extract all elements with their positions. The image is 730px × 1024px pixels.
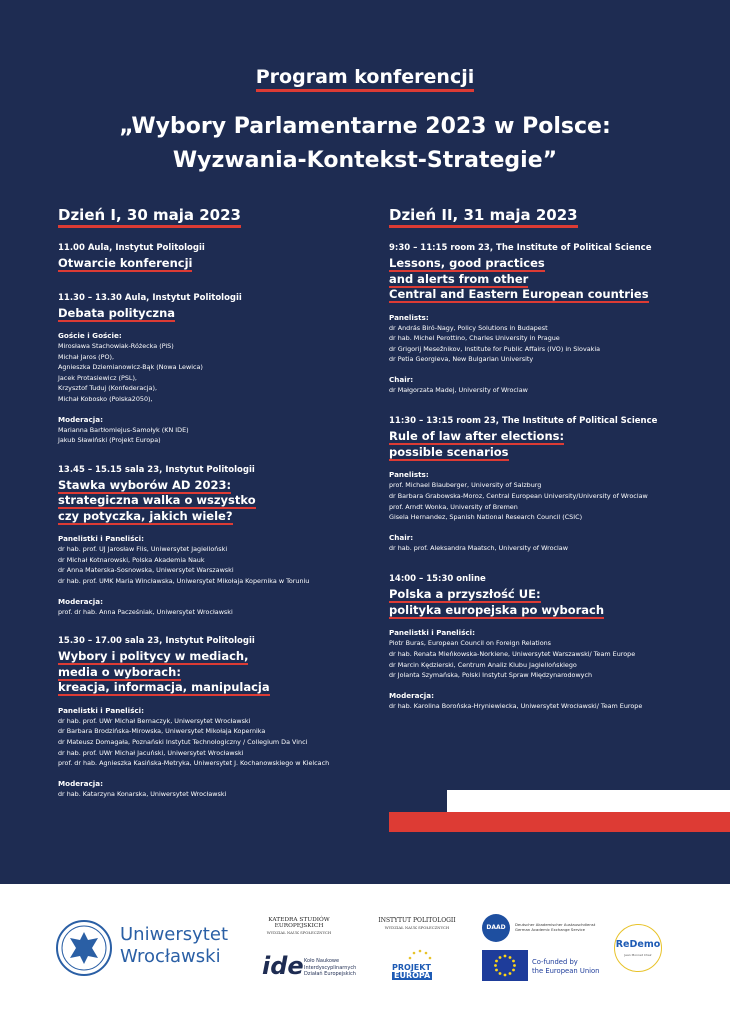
list-item: dr Grigorij Mesežnikov, Institute for Public Affairs (IVO) in Slovakia	[389, 344, 601, 353]
list-item: dr Barbara Brodzińska-Mirowska, Uniwersytet Mikołaja Kopernika	[58, 727, 266, 736]
partners-footer	[0, 884, 730, 1024]
list-item: Marianna Bartłomiejus-Samołyk (KN IDE)	[58, 425, 189, 434]
day2-title: Dzień II, 31 maja 2023	[389, 205, 578, 228]
redemo-logo: ReDemo Jean Monnet Chair	[614, 924, 662, 972]
list-item: Krzysztof Tuduj (Konfederacja),	[58, 384, 157, 393]
conference-title-line1: „Wybory Parlamentarne 2023 w Polsce:	[119, 114, 611, 139]
list-item: Michał Kobosko (Polska2050),	[58, 394, 153, 403]
chair-label: Chair:	[389, 532, 414, 542]
list-item: Agnieszka Dziemianowicz-Bąk (Nowa Lewica)	[58, 363, 203, 372]
university-logo	[54, 918, 244, 978]
list-item: dr hab. prof. UMK Maria Wincławska, Uniwersytet Mikołaja Kopernika w Toruniu	[58, 577, 310, 586]
day1-session1	[58, 242, 378, 272]
panelists-list	[389, 480, 719, 522]
list-item: dr András Biró-Nagy, Policy Solutions in Budapest	[389, 323, 548, 332]
list-item: dr Marcin Kędzierski, Centrum Analiz Klubu Jagiellońskiego	[389, 660, 577, 669]
day2-session3	[389, 573, 719, 711]
list-item: prof. Michael Blauberger, University of Salzburg	[389, 481, 542, 490]
stars-icon	[390, 948, 450, 964]
day2-session1	[389, 242, 719, 395]
session-title: Lessons, good practices and alerts from other Central and Eastern European countries	[389, 256, 649, 301]
list-item: dr hab. prof. UWr Michał Bernaczyk, Uniwersytet Wrocławski	[58, 716, 251, 725]
session-title: Otwarcie konferencji	[58, 256, 193, 270]
list-item: prof. dr hab. Anna Pacześniak, Uniwersytet Wrocławski	[58, 607, 233, 616]
flag-red-stripe	[389, 812, 730, 832]
list-item: dr Mateusz Domagała, Poznański Instytut Technologiczny / Collegium Da Vinci	[58, 737, 308, 746]
session-title: Debata polityczna	[58, 305, 176, 320]
panelists-label: Panelistki i Paneliści:	[389, 628, 475, 638]
panelists-list	[389, 323, 719, 365]
moderation-list	[58, 607, 378, 618]
list-item: Michał Jaros (PO),	[58, 352, 115, 361]
session-time: 11:30 – 13:15 room 23, The Institute of Political Science	[389, 416, 658, 427]
moderation-list	[58, 425, 378, 446]
eagle-emblem-icon	[54, 918, 114, 978]
session-time: 15.30 – 17.00 sala 23, Instytut Politologii	[58, 636, 255, 647]
list-item: dr hab. prof. UJ Jarosław Flis, Uniwersytet Jagielloński	[58, 545, 228, 554]
panelists-label: Panelists:	[389, 470, 429, 480]
university-name: Uniwersytet Wrocławski	[120, 924, 228, 967]
session-time: 9:30 – 11:15 room 23, The Institute of Political Science	[389, 243, 652, 253]
session-title: Rule of law after elections: possible scenarios	[389, 429, 565, 459]
guests-list	[58, 341, 378, 405]
chair-list	[389, 385, 719, 396]
moderation-label: Moderacja:	[58, 596, 103, 606]
list-item: dr Anna Materska-Sosnowska, Uniwersytet Warszawski	[58, 566, 234, 575]
conference-title	[0, 110, 730, 178]
list-item: dr hab. Karolina Borońska-Hryniewiecka, Uniwersytet Wrocławski/ Team Europe	[389, 701, 643, 710]
panelists-list	[58, 716, 378, 769]
guests-label: Goście i Goście:	[58, 331, 122, 340]
panelists-label: Panelists:	[389, 312, 429, 322]
day1-session2	[58, 292, 378, 446]
day1-title: Dzień I, 30 maja 2023	[58, 205, 241, 228]
list-item: dr hab. prof. UWr Michał Jacuński, Uniwersytet Wrocławski	[58, 748, 244, 757]
projekt-europa-logo: PROJEKT EUROPA	[390, 948, 450, 982]
list-item: dr hab. Renata Mieńkowska-Norkiene, Uniwersytet Warszawski/ Team Europe	[389, 650, 636, 659]
session-title: Polska a przyszłość UE: polityka europejska po wyborach	[389, 587, 605, 617]
moderation-label: Moderacja:	[58, 414, 103, 424]
day1-column	[58, 205, 378, 799]
panelists-list	[389, 638, 719, 680]
session-time: 11.30 – 13.30 Aula, Instytut Politologii	[58, 292, 242, 303]
list-item: dr Małgorzata Madej, University of Wroclaw	[389, 385, 528, 394]
daad-logo: DAAD Deutscher Akademischer Austauschdienst German Academic Exchange Service	[482, 914, 612, 944]
day1-session4	[58, 635, 378, 799]
program-heading-text: Program konferencji	[256, 66, 474, 92]
list-item: prof. dr hab. Agnieszka Kasińska-Metryka, Uniwersytet J. Kochanowskiego w Kielcach	[58, 759, 330, 768]
program-heading	[0, 66, 730, 88]
chair-label: Chair:	[389, 374, 414, 384]
session-time: 13.45 – 15.15 sala 23, Instytut Politologii	[58, 464, 255, 475]
eu-flag-icon	[482, 950, 528, 981]
list-item: Jacek Protasiewicz (PSL),	[58, 373, 137, 382]
list-item: Gisela Hernandez, Spanish National Research Council (CSIC)	[389, 513, 583, 522]
list-item: dr Barbara Grabowska-Moroz, Central European University/University of Wroclaw	[389, 492, 648, 501]
list-item: dr Michał Kotnarowski, Polska Akademia Nauk	[58, 555, 205, 564]
session-time: 11.00 Aula, Instytut Politologii	[58, 243, 205, 253]
day2-column	[389, 205, 719, 711]
flag-white-stripe	[447, 790, 730, 812]
kse-logo: KATEDRA STUDIÓW EUROPEJSKICH WYDZIAŁ NAUK SPOŁECZNYCH	[266, 917, 332, 935]
panelists-label: Panelistki i Paneliści:	[58, 705, 144, 715]
moderation-label: Moderacja:	[389, 690, 434, 700]
list-item: dr hab. prof. Aleksandra Maatsch, University of Wroclaw	[389, 543, 568, 552]
ide-logo: ide Koło Naukowe Interdyscyplinarnych Działań Europejskich	[262, 952, 357, 980]
moderation-list	[389, 701, 719, 712]
day2-session2	[389, 415, 719, 553]
list-item: dr hab. Katarzyna Konarska, Uniwersytet Wrocławski	[58, 789, 227, 798]
chair-list	[389, 543, 719, 554]
list-item: Mirosława Stachowiak-Różecka (PiS)	[58, 342, 174, 350]
moderation-label: Moderacja:	[58, 778, 103, 788]
eu-cofunded-logo: Co-funded by the European Union	[482, 950, 602, 982]
list-item: Piotr Buras, European Council on Foreign Relations	[389, 639, 552, 648]
session-title: Stawka wyborów AD 2023: strategiczna walka o wszystko czy potyczka, jakich wiele?	[58, 477, 256, 523]
panelists-list	[58, 544, 378, 586]
session-title: Wybory i politycy w mediach, media o wyborach: kreacja, informacja, manipulacja	[58, 649, 270, 695]
panelists-label: Panelistki i Paneliści:	[58, 534, 144, 544]
list-item: dr Jolanta Szymańska, Polski Instytut Spraw Międzynarodowych	[389, 671, 593, 680]
ip-logo: INSTYTUT POLITOLOGII WYDZIAŁ NAUK SPOŁECZNYCH	[378, 917, 456, 930]
moderation-list	[58, 789, 378, 800]
list-item: dr hab. Michel Perottino, Charles University in Prague	[389, 334, 560, 343]
list-item: prof. Arndt Wonka, University of Bremen	[389, 502, 518, 511]
list-item: Jakub Sławiński (Projekt Europa)	[58, 436, 161, 445]
list-item: dr Petia Georgieva, New Bulgarian University	[389, 355, 534, 364]
session-time: 14:00 – 15:30 online	[389, 574, 486, 585]
day1-session3	[58, 464, 378, 617]
conference-title-line2: Wyzwania-Kontekst-Strategie”	[172, 148, 558, 173]
